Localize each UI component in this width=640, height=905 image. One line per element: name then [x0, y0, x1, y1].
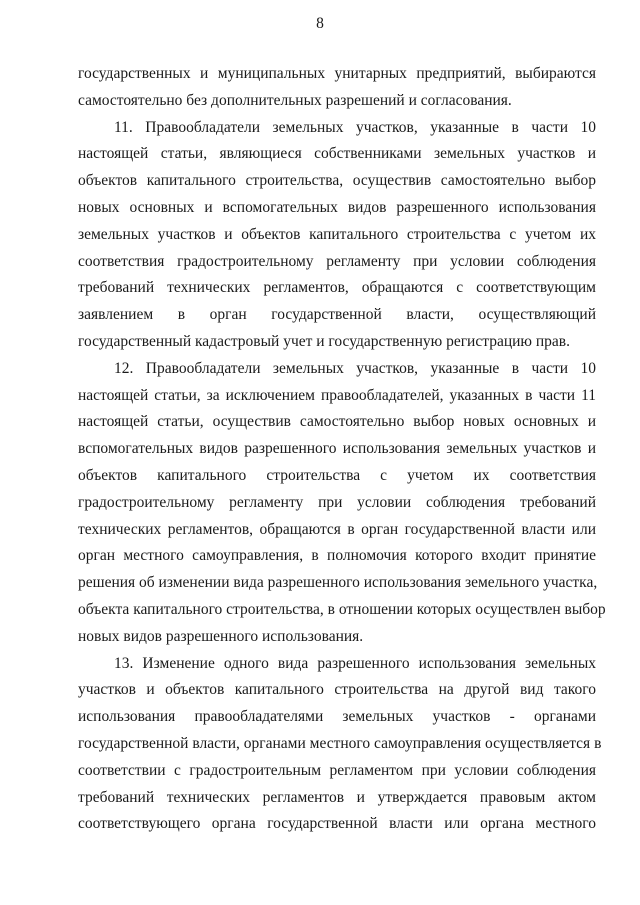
paragraph-continuation: [78, 61, 596, 115]
text-line: 13. Изменение одного вида разрешенного использования земельных: [114, 654, 596, 672]
text-line: вспомогательных видов разрешенного использования земельных участков и: [78, 440, 596, 458]
text-line: 11. Правообладатели земельных участков, указанные в части 10: [114, 118, 596, 136]
text-line: соответствии с градостроительным регламентом при условии соблюдения: [78, 761, 596, 779]
text-line: государственной власти, органами местного самоуправления осуществляется в: [78, 734, 602, 752]
page-number: 8: [316, 15, 324, 32]
text-line: соответствия градостроительному регламенту при условии соблюдения: [78, 252, 596, 270]
text-line: объектов капитального строительства с учетом их соответствия: [78, 466, 596, 484]
text-line: решения об изменении вида разрешенного использования земельного участка,: [78, 574, 598, 592]
text-line: самостоятельно без дополнительных разрешений и согласования.: [78, 91, 512, 109]
text-line: государственный кадастровый учет и государственную регистрацию прав.: [78, 332, 570, 350]
text-line: участков и объектов капитального строительства на другой вид такого: [78, 681, 596, 699]
text-line: заявлением в орган государственной власти, осуществляющий: [78, 306, 596, 324]
text-line: объекта капитального строительства, в отношении которых осуществлен выбор: [78, 600, 606, 618]
paragraph-11: [78, 115, 596, 356]
text-line: требований технических регламентов и утверждается правовым актом: [78, 788, 596, 806]
text-line: соответствующего органа государственной власти или органа местного: [78, 815, 596, 833]
text-line: технических регламентов, обращаются в орган государственной власти или: [78, 520, 596, 538]
paragraph-13: [78, 651, 602, 839]
text-line: новых видов разрешенного использования.: [78, 627, 364, 645]
text-line: новых основных и вспомогательных видов разрешенного использования: [78, 198, 596, 216]
text-line: настоящей статьи, осуществив самостоятельно выбор новых основных и: [78, 413, 596, 431]
text-line: объектов капитального строительства, осуществив самостоятельно выбор: [78, 172, 596, 190]
text-line: 12. Правообладатели земельных участков, указанные в части 10: [114, 359, 596, 377]
text-line: градостроительному регламенту при условии соблюдения требований: [78, 493, 596, 511]
text-line: земельных участков и объектов капитального строительства с учетом их: [78, 225, 596, 243]
text-line: требований технических регламентов, обращаются с соответствующим: [78, 279, 596, 297]
text-line: орган местного самоуправления, в полномочия которого входит принятие: [78, 547, 596, 565]
text-line: использования правообладателями земельных участков - органами: [78, 708, 596, 726]
text-line: настоящей статьи, являющиеся собственниками земельных участков и: [78, 145, 596, 163]
text-line: настоящей статьи, за исключением правообладателей, указанных в части 11: [78, 386, 596, 404]
text-line: государственных и муниципальных унитарных предприятий, выбираются: [78, 65, 596, 82]
document-body: [78, 61, 606, 838]
paragraph-12: [78, 356, 606, 651]
